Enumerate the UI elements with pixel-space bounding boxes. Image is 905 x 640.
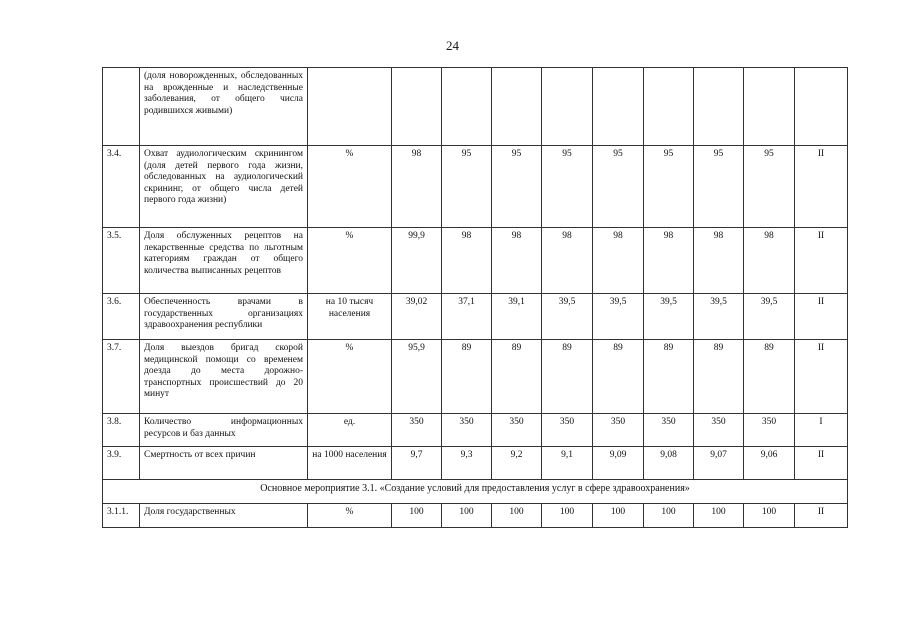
value-cell: 9,3 (442, 447, 492, 480)
row-number-cell: 3.7. (103, 340, 140, 414)
indicator-name-cell: Доля обслуженных рецептов на лекарственные средства по льготным категориям граждан от общего количества выписанных рецептов (140, 228, 308, 294)
value-cell: 100 (694, 504, 744, 528)
priority-cell (795, 68, 848, 146)
value-cell: 39,02 (392, 294, 442, 340)
value-cell: 9,08 (644, 447, 694, 480)
row-number-cell: 3.6. (103, 294, 140, 340)
table-row (103, 414, 848, 447)
unit-cell: % (308, 146, 392, 228)
priority-cell: I (795, 414, 848, 447)
indicator-name-cell: (доля новорожденных, обследованных на врожденные и наследственные заболевания, от общего числа родившихся живыми) (140, 68, 308, 146)
unit-cell: на 1000 населения (308, 447, 392, 480)
value-cell (392, 68, 442, 146)
value-cell: 89 (744, 340, 795, 414)
value-cell: 98 (694, 228, 744, 294)
section-heading: Основное мероприятие 3.1. «Создание условий для предоставления услуг в сфере здравоохранения» (103, 480, 848, 504)
value-cell: 98 (744, 228, 795, 294)
value-cell: 9,06 (744, 447, 795, 480)
row-number-cell: 3.5. (103, 228, 140, 294)
value-cell: 350 (392, 414, 442, 447)
value-cell: 100 (392, 504, 442, 528)
value-cell: 100 (593, 504, 644, 528)
table-row (103, 447, 848, 480)
value-cell: 39,5 (542, 294, 593, 340)
table-row (103, 228, 848, 294)
value-cell: 350 (694, 414, 744, 447)
value-cell: 39,5 (694, 294, 744, 340)
row-number-cell: 3.4. (103, 146, 140, 228)
value-cell: 350 (492, 414, 542, 447)
value-cell: 95 (442, 146, 492, 228)
value-cell: 89 (593, 340, 644, 414)
unit-cell (308, 68, 392, 146)
priority-cell: II (795, 340, 848, 414)
unit-cell: % (308, 228, 392, 294)
value-cell: 95 (744, 146, 795, 228)
value-cell (593, 68, 644, 146)
indicator-name-cell: Смертность от всех причин (140, 447, 308, 480)
table-row (103, 294, 848, 340)
priority-cell: II (795, 447, 848, 480)
unit-cell: % (308, 340, 392, 414)
row-number-cell (103, 68, 140, 146)
value-cell: 89 (492, 340, 542, 414)
indicator-name-cell: Доля государственных (140, 504, 308, 528)
value-cell: 39,5 (644, 294, 694, 340)
table-row (103, 504, 848, 528)
value-cell: 98 (542, 228, 593, 294)
value-cell: 9,07 (694, 447, 744, 480)
row-number-cell: 3.1.1. (103, 504, 140, 528)
row-number-cell: 3.9. (103, 447, 140, 480)
value-cell (442, 68, 492, 146)
value-cell: 350 (644, 414, 694, 447)
priority-cell: II (795, 504, 848, 528)
value-cell: 100 (492, 504, 542, 528)
value-cell: 95 (694, 146, 744, 228)
value-cell: 9,2 (492, 447, 542, 480)
value-cell (492, 68, 542, 146)
value-cell: 98 (442, 228, 492, 294)
priority-cell: II (795, 146, 848, 228)
value-cell: 99,9 (392, 228, 442, 294)
priority-cell: II (795, 294, 848, 340)
value-cell: 100 (644, 504, 694, 528)
value-cell (744, 68, 795, 146)
value-cell (542, 68, 593, 146)
value-cell: 350 (593, 414, 644, 447)
unit-cell: ед. (308, 414, 392, 447)
value-cell: 98 (644, 228, 694, 294)
value-cell: 37,1 (442, 294, 492, 340)
section-row (103, 480, 848, 504)
value-cell: 350 (744, 414, 795, 447)
table-row (103, 146, 848, 228)
value-cell: 95,9 (392, 340, 442, 414)
table-row (103, 340, 848, 414)
value-cell: 95 (542, 146, 593, 228)
indicator-name-cell: Доля выездов бригад скорой медицинской помощи со временем доезда до места дорожно-транспортных происшествий до 20 минут (140, 340, 308, 414)
value-cell: 39,1 (492, 294, 542, 340)
row-number-cell: 3.8. (103, 414, 140, 447)
value-cell: 89 (442, 340, 492, 414)
priority-cell: II (795, 228, 848, 294)
value-cell: 350 (542, 414, 593, 447)
page-number: 24 (446, 38, 459, 53)
value-cell: 9,09 (593, 447, 644, 480)
table-body (103, 68, 848, 528)
value-cell: 9,7 (392, 447, 442, 480)
value-cell: 95 (593, 146, 644, 228)
value-cell: 89 (644, 340, 694, 414)
value-cell: 39,5 (593, 294, 644, 340)
unit-cell: % (308, 504, 392, 528)
value-cell: 98 (492, 228, 542, 294)
indicator-name-cell: Охват аудиологическим скринингом (доля детей первого года жизни, обследованных на аудиологический скрининг, от общего числа детей первого года жизни) (140, 146, 308, 228)
indicator-name-cell: Количество информационных ресурсов и баз данных (140, 414, 308, 447)
value-cell: 95 (644, 146, 694, 228)
value-cell: 98 (593, 228, 644, 294)
value-cell: 100 (542, 504, 593, 528)
value-cell: 89 (542, 340, 593, 414)
value-cell: 350 (442, 414, 492, 447)
unit-cell: на 10 тысяч населения (308, 294, 392, 340)
value-cell: 100 (744, 504, 795, 528)
value-cell (644, 68, 694, 146)
indicator-name-cell: Обеспеченность врачами в государственных организациях здравоохранения республики (140, 294, 308, 340)
value-cell: 98 (392, 146, 442, 228)
table-row (103, 68, 848, 146)
value-cell: 39,5 (744, 294, 795, 340)
value-cell: 9,1 (542, 447, 593, 480)
value-cell: 100 (442, 504, 492, 528)
value-cell (694, 68, 744, 146)
value-cell: 95 (492, 146, 542, 228)
value-cell: 89 (694, 340, 744, 414)
indicators-table (102, 67, 848, 528)
